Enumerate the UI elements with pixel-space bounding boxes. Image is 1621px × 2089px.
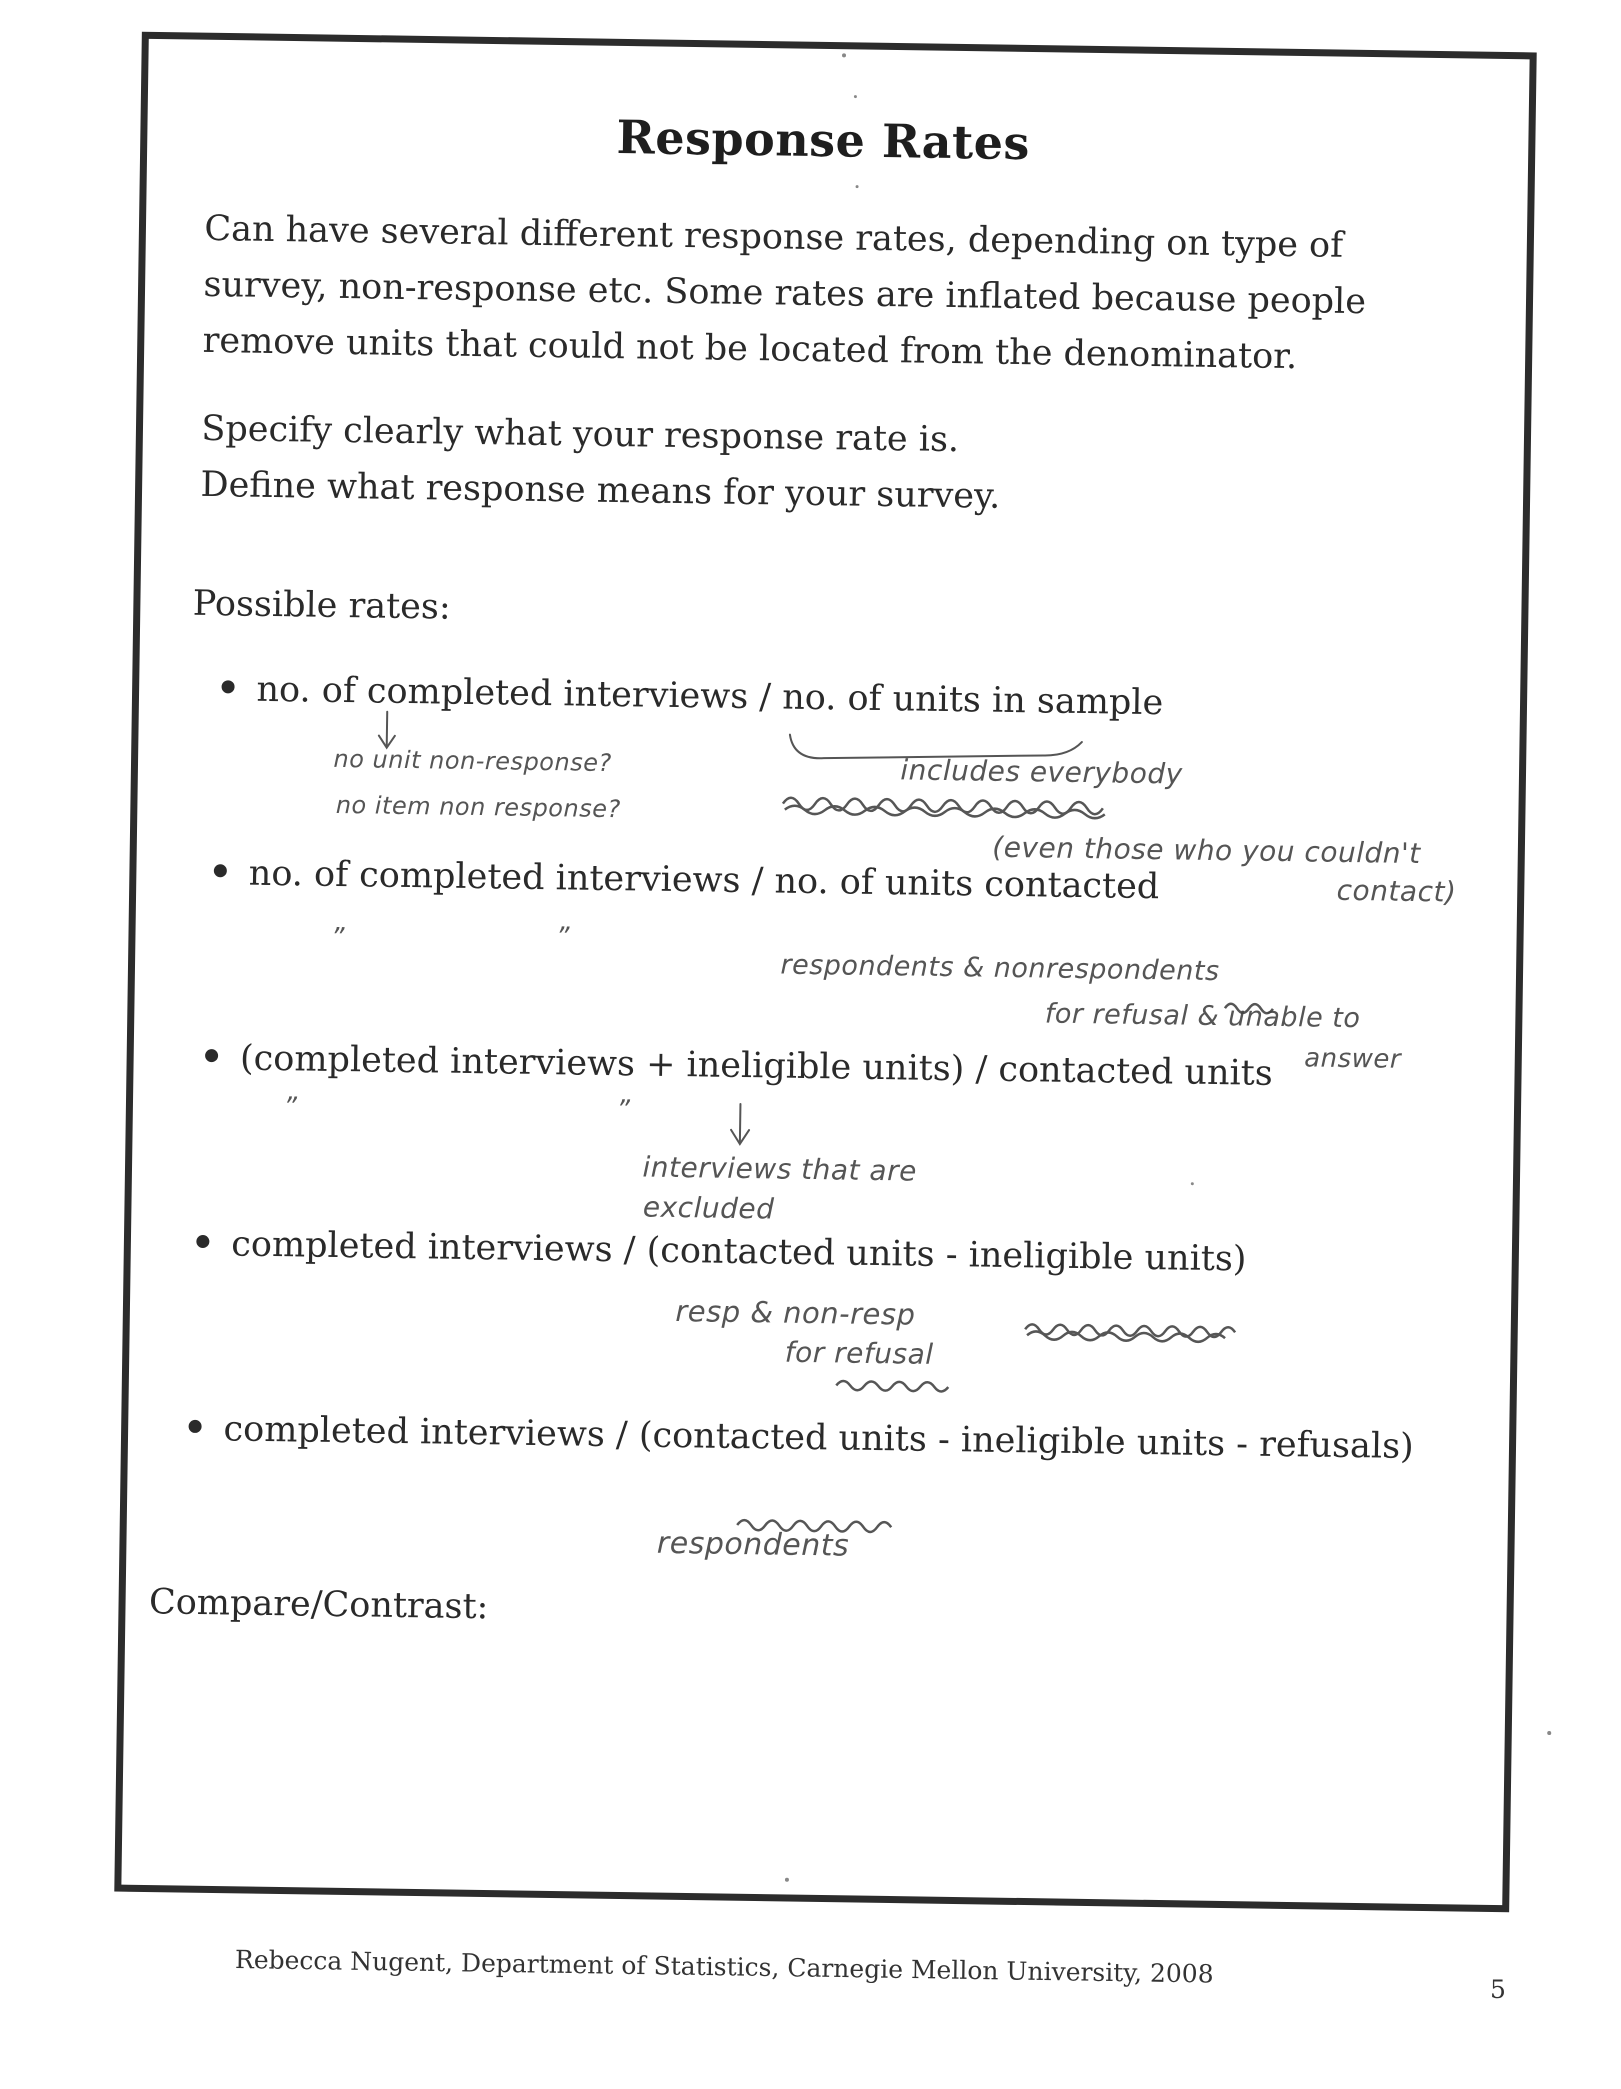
note-rate2-line-2: for refusal & unable to [1044, 998, 1361, 1035]
note-rate2-ditto-left: ” [330, 922, 346, 954]
intro-paragraph: Can have several different response rates, depending on type of survey, non-response etc. Some rates are inflated because people remove units that could not be located from the denominator. [202, 208, 1367, 378]
note-rate2-line-3: answer [1303, 1043, 1402, 1075]
footer-credit: Rebecca Nugent, Department of Statistics, Carnegie Mellon University, 2008 [234, 1945, 1214, 1989]
note-rate2-ditto-right: ” [555, 922, 571, 953]
note-rate1-right-2: (even those who you couldn't [992, 830, 1421, 871]
note-rate2-line-1: respondents & nonrespondents [780, 949, 1220, 988]
down-arrow-icon [387, 712, 388, 746]
note-rate1-right-1: includes everybody [900, 753, 1183, 791]
note-rate1-left-1: no unit non-response? [333, 744, 612, 778]
specify-line-1: Specify clearly what your response rate is. [201, 408, 960, 461]
note-rate5-line-1: respondents [656, 1525, 850, 1564]
note-rate1-left-2: no item non response? [335, 790, 621, 824]
note-rate3-line-2: excluded [642, 1190, 775, 1226]
note-rate3-ditto-right: ” [616, 1095, 631, 1126]
scan-specks [785, 53, 1576, 1893]
rate-text-5: completed interviews / (contacted units - ineligible units - refusals) [223, 1409, 1415, 1468]
note-rate1-right-3: contact) [1336, 873, 1457, 909]
scribble-rate5 [737, 1520, 891, 1532]
scribble-rate2 [1225, 1004, 1273, 1014]
scribble-rate4a [1025, 1324, 1235, 1337]
note-rate3-line-1: interviews that are [642, 1150, 918, 1188]
specify-line-2: Define what response means for your survey. [200, 464, 1001, 517]
rate-text-1: no. of completed interviews / no. of units in sample [256, 669, 1164, 724]
brace-icon [790, 735, 1082, 762]
scribble-rate4b [836, 1381, 948, 1392]
page-number: 5 [1490, 1975, 1506, 2004]
note-rate4-line-1: resp & non-resp [675, 1294, 916, 1332]
slide-title: Response Rates [616, 110, 1031, 171]
note-rate4-line-2: for refusal [784, 1335, 934, 1371]
scribble-group [737, 797, 1276, 1538]
down-arrow-icon [740, 1104, 741, 1141]
possible-rates-label: Possible rates: [192, 583, 451, 628]
rate-text-4: completed interviews / (contacted units - ineligible units) [231, 1224, 1247, 1280]
note-rate3-ditto-left: ” [283, 1092, 298, 1123]
rate-text-2: no. of completed interviews / no. of units contacted [248, 853, 1160, 908]
rate-text-3: (completed interviews + ineligible units) / contacted units [239, 1038, 1274, 1094]
compare-contrast-label: Compare/Contrast: [148, 1582, 489, 1628]
